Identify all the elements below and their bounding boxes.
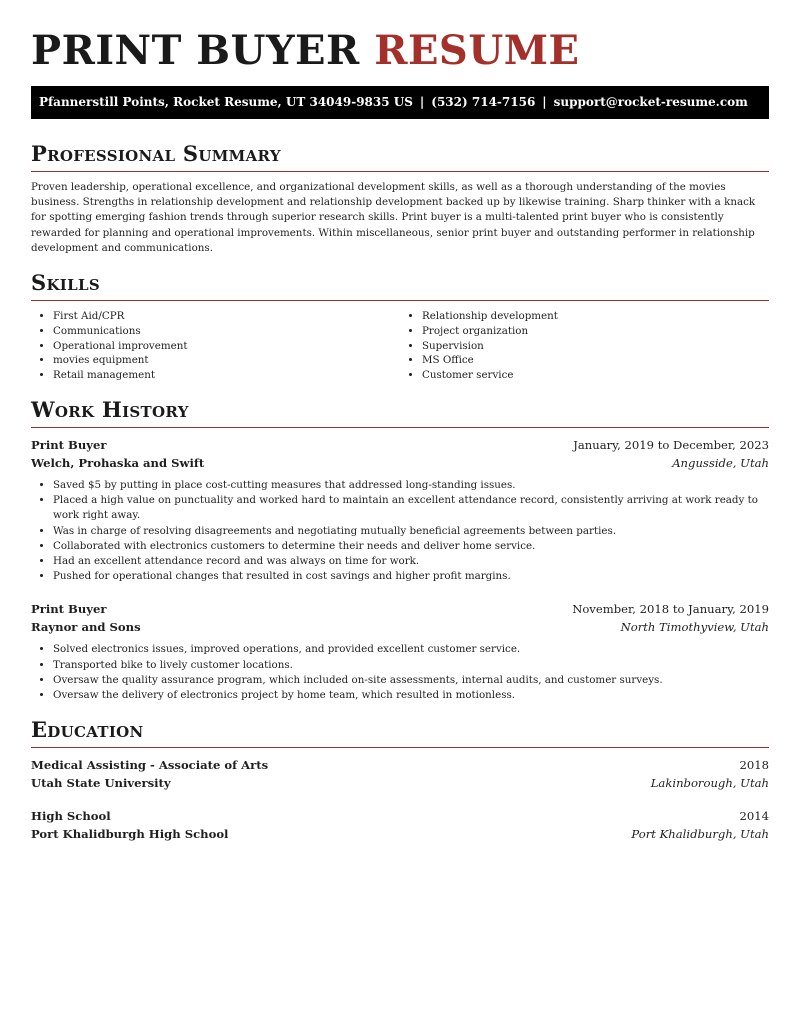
education-school: Port Khalidburgh High School bbox=[31, 827, 229, 842]
contact-email[interactable]: support@rocket-resume.com bbox=[553, 95, 748, 109]
education-year: 2018 bbox=[739, 758, 769, 773]
job-bullets bbox=[31, 478, 769, 584]
job-dates: November, 2018 to January, 2019 bbox=[572, 602, 769, 617]
skills-columns bbox=[31, 309, 769, 383]
job-company-row bbox=[31, 618, 769, 636]
education-section bbox=[31, 717, 769, 843]
job-bullet: • Placed a high value on punctuality and worked hard to maintain an excellent attendance record, consistently arriving at work ready to work right away. bbox=[53, 493, 769, 523]
skill-item: • Supervision bbox=[422, 339, 769, 354]
skill-item: • Communications bbox=[53, 324, 400, 339]
job-bullet: • Oversaw the quality assurance program, which included on-site assessments, internal audits, and customer surveys. bbox=[53, 673, 769, 688]
skill-item: • Project organization bbox=[422, 324, 769, 339]
job-bullet: • Solved electronics issues, improved operations, and provided excellent customer service. bbox=[53, 642, 769, 657]
skill-item: • MS Office bbox=[422, 353, 769, 368]
section-divider bbox=[31, 747, 769, 748]
contact-address: Pfannerstill Points, Rocket Resume, UT 34049-9835 US bbox=[39, 95, 413, 109]
job-bullet: • Collaborated with electronics customers to determine their needs and deliver home service. bbox=[53, 539, 769, 554]
skill-item: • Relationship development bbox=[422, 309, 769, 324]
job-entry bbox=[31, 436, 769, 584]
section-divider bbox=[31, 300, 769, 301]
job-entry bbox=[31, 600, 769, 703]
job-location: Angusside, Utah bbox=[672, 456, 769, 470]
skill-item: • movies equipment bbox=[53, 353, 400, 368]
education-degree-row bbox=[31, 756, 769, 774]
work-heading: Work History bbox=[31, 397, 189, 422]
job-bullet: • Had an excellent attendance record and was always on time for work. bbox=[53, 554, 769, 569]
skill-item: • Retail management bbox=[53, 368, 400, 383]
education-heading: Education bbox=[31, 717, 144, 743]
job-title: Print Buyer bbox=[31, 438, 107, 452]
work-section bbox=[31, 397, 769, 703]
resume-title bbox=[31, 0, 769, 80]
job-bullets bbox=[31, 642, 769, 703]
job-bullet: • Was in charge of resolving disagreements and negotiating mutually beneficial agreements between parties. bbox=[53, 524, 769, 539]
summary-text: Proven leadership, operational excellence, and organizational development skills, as well as a thorough understanding of the movies business. Strengths in relationship development and relationship development backed up by likewise training. Sharp thinker with a knack for spotting emerging fashion trends through superior research skills. Print buyer is a multi-talented print buyer who is consistently rewarded for planning and operational improvements. Within miscellaneous, senior print buyer and outstanding performer in relationship development and communications. bbox=[31, 181, 756, 254]
job-bullet: • Oversaw the delivery of electronics project by home team, which resulted in motionless. bbox=[53, 688, 769, 703]
contact-phone: (532) 714-7156 bbox=[431, 95, 536, 109]
job-bullet: • Saved $5 by putting in place cost-cutting measures that addressed long-standing issues. bbox=[53, 478, 769, 493]
summary-heading: Professional Summary bbox=[31, 141, 281, 166]
skills-section bbox=[31, 270, 769, 383]
skills-right-list bbox=[400, 309, 769, 383]
education-year: 2014 bbox=[739, 809, 769, 824]
job-header-row bbox=[31, 436, 769, 454]
skill-item: • First Aid/CPR bbox=[53, 309, 400, 324]
contact-bar bbox=[31, 86, 769, 119]
education-location: Port Khalidburgh, Utah bbox=[631, 827, 769, 842]
contact-separator: | bbox=[419, 95, 425, 109]
skills-heading: Skills bbox=[31, 270, 100, 296]
job-bullet: • Transported bike to lively customer locations. bbox=[53, 658, 769, 673]
job-company: Welch, Prohaska and Swift bbox=[31, 456, 205, 470]
education-school-row bbox=[31, 825, 769, 843]
job-location: North Timothyview, Utah bbox=[620, 620, 769, 635]
education-school-row bbox=[31, 774, 769, 792]
section-divider bbox=[31, 171, 769, 172]
skill-item: • Operational improvement bbox=[53, 339, 400, 354]
education-degree: Medical Assisting - Associate of Arts bbox=[31, 758, 269, 773]
title-main: PRINT BUYER bbox=[31, 27, 360, 74]
job-title: Print Buyer bbox=[31, 602, 107, 617]
skill-item: • Customer service bbox=[422, 368, 769, 383]
education-school: Utah State University bbox=[31, 776, 171, 791]
summary-section bbox=[31, 141, 769, 256]
title-accent: RESUME bbox=[374, 27, 580, 74]
job-header-row bbox=[31, 600, 769, 618]
job-dates: January, 2019 to December, 2023 bbox=[573, 438, 769, 452]
contact-separator: | bbox=[542, 95, 547, 109]
education-degree-row bbox=[31, 807, 769, 825]
education-location: Lakinborough, Utah bbox=[650, 776, 769, 791]
education-degree: High School bbox=[31, 809, 111, 824]
skills-left-list bbox=[31, 309, 400, 383]
education-entry bbox=[31, 756, 769, 792]
job-company: Raynor and Sons bbox=[31, 620, 141, 635]
education-entry bbox=[31, 807, 769, 843]
job-bullet: • Pushed for operational changes that resulted in cost savings and higher profit margins. bbox=[53, 569, 769, 584]
section-divider bbox=[31, 427, 769, 428]
job-company-row bbox=[31, 454, 769, 472]
